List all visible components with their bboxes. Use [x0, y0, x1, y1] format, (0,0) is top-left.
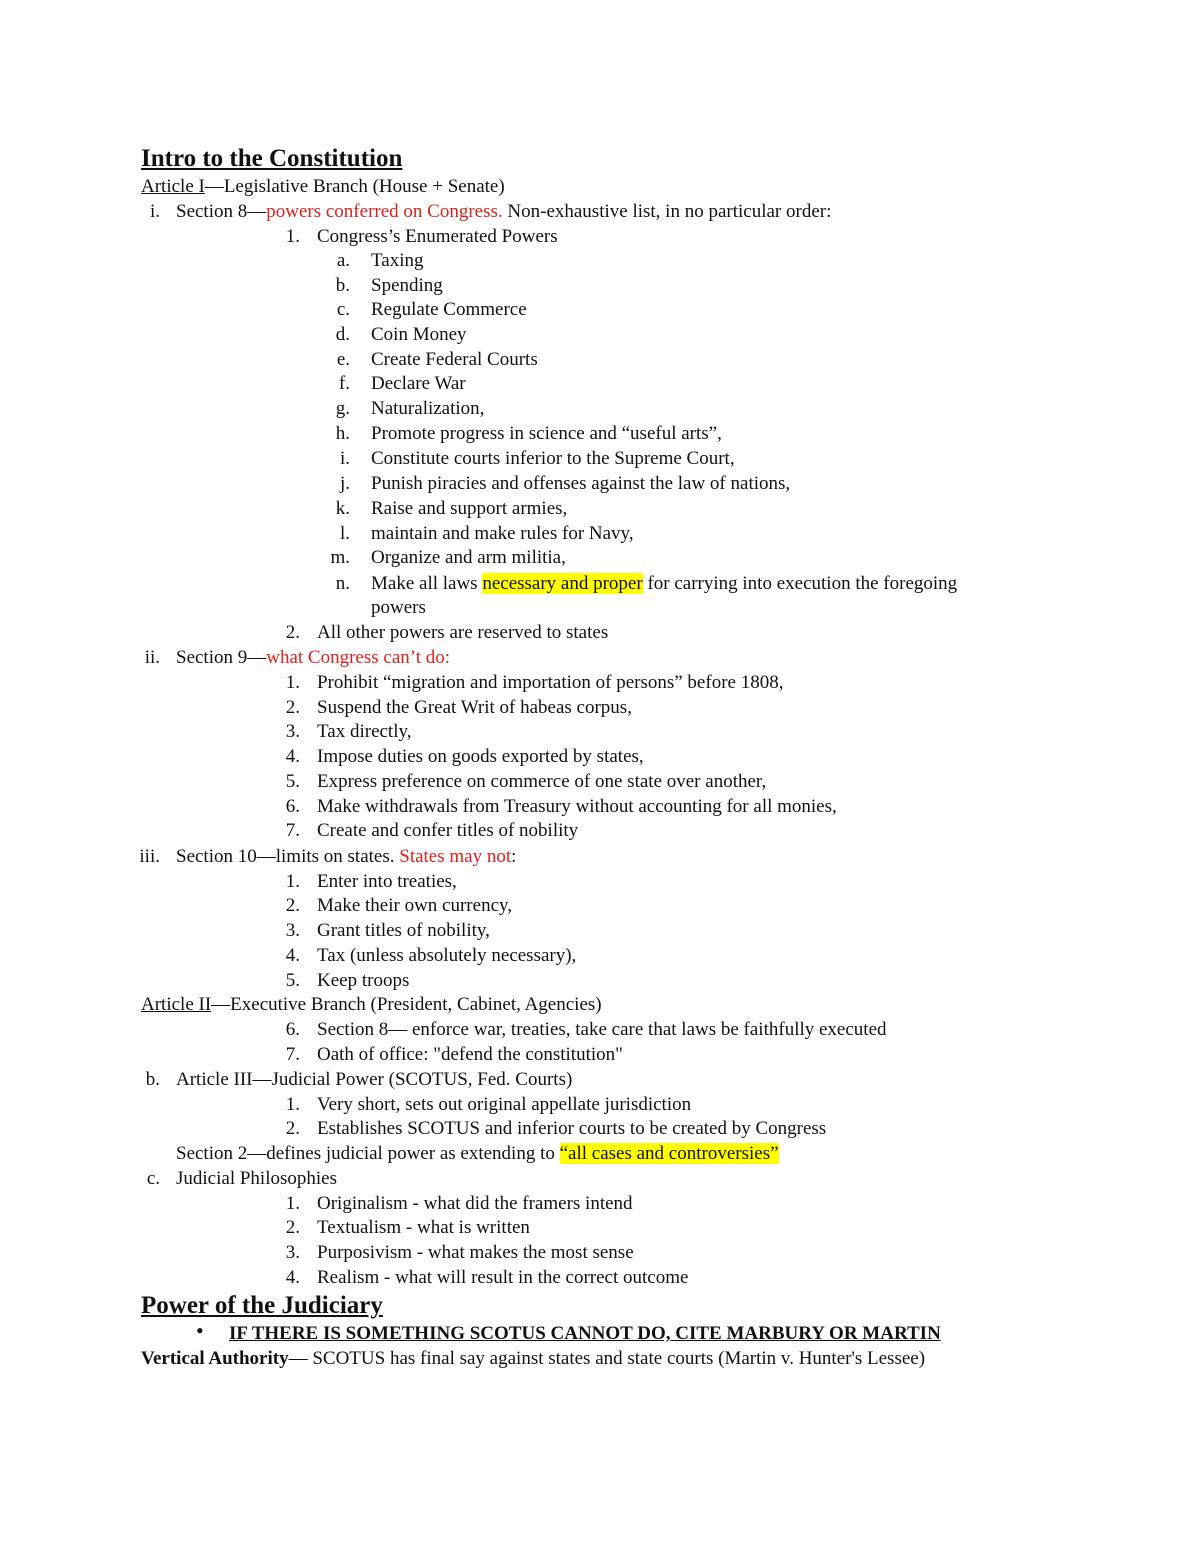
enumerated-powers-title: Congress’s Enumerated Powers: [317, 226, 558, 247]
highlight-all-cases: “all cases and controversies”: [559, 1143, 779, 1164]
bullet-icon: •: [196, 1318, 204, 1343]
list-marker: iii.: [139, 846, 160, 867]
section-9-red-text: what Congress can’t do:: [266, 647, 451, 668]
article-1-desc: —Legislative Branch (House + Senate): [204, 176, 505, 197]
bullet-text: IF THERE IS SOMETHING SCOTUS CANNOT DO, CITE MARBURY OR MARTIN: [229, 1323, 941, 1344]
heading-judiciary: Power of the Judiciary: [141, 1292, 383, 1319]
list-marker: c.: [146, 1168, 160, 1189]
list-marker: b.: [145, 1069, 160, 1090]
section-8-red-text: powers conferred on Congress.: [266, 201, 503, 222]
vertical-authority-label: Vertical Authority: [141, 1348, 289, 1369]
article-1-title: Article I: [141, 176, 205, 197]
section-8-rest: Non-exhaustive list, in no particular order:: [502, 201, 832, 222]
list-marker: ii.: [144, 647, 160, 668]
highlight-necessary-proper: necessary and proper: [482, 573, 643, 594]
heading-intro: Intro to the Constitution: [141, 145, 403, 172]
article-2-title: Article II: [141, 994, 212, 1015]
list-marker: 1.: [285, 226, 300, 247]
list-marker: i.: [149, 201, 160, 222]
document-page: Intro to the Constitution Article I—Legislative Branch (House + Senate) i. Section 8—powers conferred on Congress. Non-exhaustive list, in no particular order: 1. Congress’s Enumerated Powers a. Taxing b. Spending c. Regulate Commerce d. Coin Money e. Create Federal Courts f. Declare War g. Naturalization, h. Promote progress in science and “useful arts”, i. Constitute courts inferior to the Supreme Court, j. Punish piracies and offenses against the law of nations, k. Raise and support armies, l. maintain and make rules for Navy, m. Organize and arm militia, n. Make all laws necessary and proper for carrying into execution the foregoing powers 2. All other powers are reserved to states ii. Section 9—what Congress can’t do: 1. Prohibit “migration and importation of persons” before 1808, 2. Suspend the Great Writ of habeas corpus, 3. Tax directly, 4. Impose duties on goods exported by states, 5. Express preference on commerce of one state over another, 6. Make withdrawals from Treasury without accounting for all monies, 7. Create and confer titles of nobility iii. Section 10—limits on states. States may not: 1. Enter into treaties, 2. Make their own currency, 3. Grant titles of nobility, 4. Tax (unless absolutely necessary), 5. Keep troops Article II—Executive Branch (President, Cabinet, Agencies) 6. Section 8— enforce war, treaties, take care that laws be faithfully executed 7. Oath of office: "defend the constitution" b. Article III—Judicial Power (SCOTUS, Fed. Courts) 1. Very short, sets out original appellate jurisdiction 2. Establishes SCOTUS and inferior courts to be created by Congress Section 2—defines judicial power as extending to “all cases and controversies” c. Judicial Philosophies 1. Originalism - what did the framers intend 2. Textualism - what is written 3. Purposivism - what makes the most sense 4. Realism - what will result in the correct outcome Power of the Judiciary • IF THERE IS SOMETHING SCOTUS CANNOT DO, CITE MARBURY OR MARTIN Vertical Authority— SCOTUS has final say against states and state courts (Martin v. Hunter's Lessee): [0, 0, 1200, 1553]
section-8-label: Section 8—: [176, 201, 267, 222]
section-10-red-text: States may not: [399, 846, 512, 867]
